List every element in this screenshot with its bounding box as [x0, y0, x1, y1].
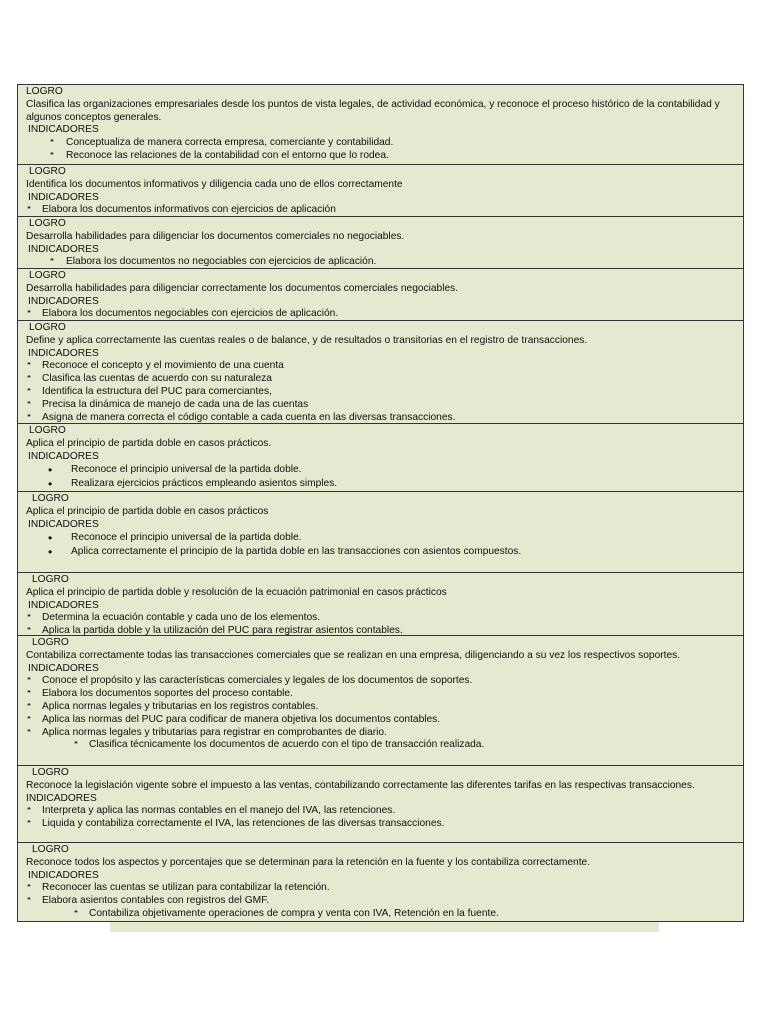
indicator-item: • Realizara ejercicios prácticos empleando asientos simples.	[48, 477, 338, 492]
indicator-item: ❝ Interpreta y aplica las normas contables en el manejo del IVA, las retenciones.	[27, 805, 396, 817]
logro-row	[18, 216, 743, 268]
logro-text: Aplica el principio de partida doble y resolución de la ecuación patrimonial en casos prácticos	[26, 586, 447, 598]
logro-label: LOGRO	[29, 425, 66, 436]
indicator-item: ❝ Reconoce el concepto y el movimiento de una cuenta	[27, 360, 284, 372]
logro-text: Reconoce todos los aspectos y porcentajes que se determinan para la retención en la fuente y los contabiliza correctamente.	[26, 856, 591, 868]
bullet-icon: ❝	[27, 807, 31, 815]
bullet-icon: ❝	[50, 139, 54, 147]
bullet-icon: •	[48, 531, 53, 546]
logro-text: Aplica el principio de partida doble en casos prácticos	[26, 505, 269, 517]
logro-label: LOGRO	[32, 574, 69, 585]
bullet-icon: •	[48, 463, 53, 478]
indicadores-label: INDICADORES	[26, 792, 97, 804]
indicator-item: ❝ Elabora los documentos no negociables con ejercicios de aplicación.	[50, 256, 377, 268]
indicadores-label: INDICADORES	[28, 124, 99, 136]
logro-label: LOGRO	[29, 270, 66, 281]
bullet-icon: ❝	[27, 206, 31, 214]
logro-text: Reconoce la legislación vigente sobre el impuesto a las ventas, contabilizando correctamente las diferentes tarifas en las respectivas transacciones.	[26, 779, 695, 791]
bullet-icon: •	[48, 545, 53, 560]
bullet-icon: ❝	[27, 310, 31, 318]
indicator-item: ❝ Elabora los documentos negociables con ejercicios de aplicación.	[27, 308, 339, 320]
indicadores-label: INDICADORES	[28, 518, 99, 530]
indicator-item: ❝ Contabiliza objetivamente operaciones de compra y venta con IVA, Retención en la fuente.	[74, 907, 499, 919]
indicadores-label: INDICADORES	[28, 869, 99, 881]
logro-text: Identifica los documentos informativos y diligencia cada uno de ellos correctamente	[26, 178, 403, 190]
bullet-icon: ❝	[74, 909, 78, 917]
logro-label: LOGRO	[32, 767, 69, 778]
indicator-item: ❝ Aplica normas legales y tributarias para registrar en comprobantes de diario.	[27, 726, 387, 738]
logro-row	[18, 164, 743, 216]
logro-label: LOGRO	[26, 86, 63, 97]
indicator-item: ❝ Elabora los documentos informativos con ejercicios de aplicación	[27, 204, 336, 216]
logro-text: Clasifica las organizaciones empresariales desde los puntos de vista legales, de actividad económica, y reconoce el proceso histórico de la contabilidad y algunos conceptos generales.	[26, 98, 720, 123]
indicator-item: ❝ Elabora los documentos soportes del proceso contable.	[27, 688, 293, 700]
indicator-item: • Reconoce el principio universal de la partida doble.	[48, 531, 302, 546]
indicadores-label: INDICADORES	[28, 295, 99, 307]
bullet-icon: ❝	[50, 151, 54, 159]
logro-label: LOGRO	[29, 166, 66, 177]
logro-label: LOGRO	[32, 637, 69, 648]
logro-label: LOGRO	[32, 493, 69, 504]
indicator-item: ❝ Clasifica las cuentas de acuerdo con su naturaleza	[27, 373, 272, 385]
logro-text: Desarrolla habilidades para diligenciar correctamente los documentos comerciales negociables.	[26, 282, 459, 294]
logro-row	[18, 320, 743, 423]
bullet-icon: ❝	[27, 820, 31, 828]
bullet-icon: ❝	[27, 362, 31, 370]
logro-text: Contabiliza correctamente todas las transacciones comerciales que se realizan en una empresa, diligenciando a su vez los respectivos soportes.	[26, 649, 681, 661]
bullet-icon: ❝	[27, 690, 31, 698]
bullet-icon: ❝	[27, 677, 31, 685]
logro-label: LOGRO	[29, 322, 66, 333]
logro-row	[18, 572, 743, 635]
logro-label: LOGRO	[29, 218, 66, 229]
indicator-item: ❝ Reconoce las relaciones de la contabilidad con el entorno que lo rodea.	[50, 149, 389, 161]
indicadores-label: INDICADORES	[28, 662, 99, 674]
logro-label: LOGRO	[32, 844, 69, 855]
logro-row	[18, 765, 743, 842]
bullet-icon: ❝	[27, 884, 31, 892]
logro-text: Aplica el principio de partida doble en casos prácticos.	[26, 437, 272, 449]
indicator-item: ❝ Determina la ecuación contable y cada uno de los elementos.	[27, 612, 321, 624]
bullet-icon: ❝	[27, 702, 31, 710]
indicator-item: ❝ Clasifica técnicamente los documentos de acuerdo con el tipo de transacción realizada.	[74, 739, 485, 751]
logro-row	[18, 635, 743, 765]
bullet-icon: ❝	[27, 627, 31, 635]
indicator-item: ❝ Aplica las normas del PUC para codificar de manera objetiva los documentos contables.	[27, 713, 441, 725]
indicator-item: ❝ Reconocer las cuentas se utilizan para contabilizar la retención.	[27, 882, 330, 894]
bullet-icon: ❝	[27, 413, 31, 421]
indicator-item: ❝ Liquida y contabiliza correctamente el IVA, las retenciones de las diversas transacciones.	[27, 818, 445, 830]
indicator-item: ❝ Aplica normas legales y tributarias en los registros contables.	[27, 700, 319, 712]
logro-text: Define y aplica correctamente las cuentas reales o de balance, y de resultados o transitorias en el registro de transacciones.	[26, 334, 588, 346]
indicator-item: ❝ Asigna de manera correcta el código contable a cada cuenta en las diversas transacciones.	[27, 411, 456, 423]
indicadores-label: INDICADORES	[28, 450, 99, 462]
bullet-icon: ❝	[27, 614, 31, 622]
indicator-item: ❝ Identifica la estructura del PUC para comerciantes,	[27, 385, 272, 397]
bullet-icon: •	[48, 477, 53, 492]
indicadores-label: INDICADORES	[28, 243, 99, 255]
indicator-item: ❝ Precisa la dinámica de manejo de cada una de las cuentas	[27, 398, 309, 410]
logro-row	[18, 268, 743, 320]
logro-row	[18, 423, 743, 491]
indicadores-label: INDICADORES	[28, 599, 99, 611]
indicator-item: • Reconoce el principio universal de la partida doble.	[48, 463, 302, 478]
logro-row	[18, 842, 743, 921]
bullet-icon: ❝	[50, 258, 54, 266]
logro-text: Desarrolla habilidades para diligenciar los documentos comerciales no negociables.	[26, 230, 405, 242]
bullet-icon: ❝	[27, 387, 31, 395]
indicator-item: ❝ Aplica la partida doble y la utilización del PUC para registrar asientos contables.	[27, 625, 403, 637]
indicator-item: ❝ Conceptualiza de manera correcta empresa, comerciante y contabilidad.	[50, 137, 394, 149]
bullet-icon: ❝	[27, 400, 31, 408]
indicadores-label: INDICADORES	[28, 347, 99, 359]
logro-row	[18, 491, 743, 572]
indicator-item: ❝ Conoce el propósito y las características comerciales y legales de los documentos de soportes.	[27, 675, 473, 687]
bullet-icon: ❝	[27, 715, 31, 723]
bullet-icon: ❝	[27, 375, 31, 383]
logros-table	[17, 84, 744, 922]
indicator-item: ❝ Elabora asientos contables con registros del GMF.	[27, 895, 270, 907]
indicadores-label: INDICADORES	[28, 191, 99, 203]
bullet-icon: ❝	[74, 741, 78, 749]
bullet-icon: ❝	[27, 897, 31, 905]
logro-row	[18, 85, 743, 164]
bullet-icon: ❝	[27, 728, 31, 736]
indicator-item: • Aplica correctamente el principio de la partida doble en las transacciones con asientos compuestos.	[48, 545, 522, 560]
